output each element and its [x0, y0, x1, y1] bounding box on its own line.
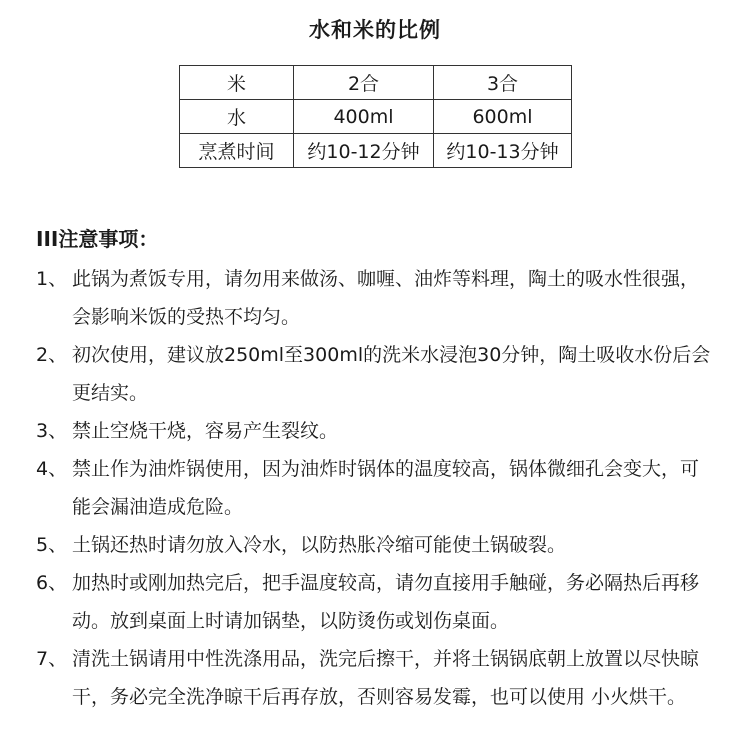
table-row: [180, 134, 572, 168]
list-item-text: 土锅还热时请勿放入冷水，以防热胀冷缩可能使土锅破裂。: [72, 534, 567, 556]
rice-water-ratio-table: [179, 65, 572, 168]
page-title: 水和米的比例: [309, 18, 441, 42]
list-item-number: 2、: [36, 344, 68, 366]
list-item-number: 3、: [36, 420, 68, 442]
list-item-text: 此锅为煮饭专用，请勿用来做汤、咖喱、油炸等料理，陶土的吸水性很强，会影响米饭的受热不均匀。: [72, 268, 700, 328]
list-item-text: 初次使用，建议放250ml至300ml的洗米水浸泡30分钟，陶土吸收水份后会更结实。: [72, 344, 711, 404]
list-item-text: 禁止作为油炸锅使用，因为油炸时锅体的温度较高，锅体微细孔会变大，可能会漏油造成危险。: [72, 458, 700, 518]
list-item-number: 4、: [36, 458, 68, 480]
table-cell: 约10-13分钟: [434, 134, 572, 168]
list-item: [36, 450, 716, 526]
table-cell: 水: [180, 100, 294, 134]
table-cell: 400ml: [294, 100, 434, 134]
table-cell: 烹煮时间: [180, 134, 294, 168]
table-cell: 2合: [294, 66, 434, 100]
list-item: [36, 526, 716, 564]
notes-heading: III注意事项：: [36, 227, 159, 251]
table-cell: 米: [180, 66, 294, 100]
list-item-number: 6、: [36, 572, 68, 594]
notes-list: [36, 260, 716, 716]
list-item: [36, 564, 716, 640]
table-cell: 约10-12分钟: [294, 134, 434, 168]
list-item-text: 清洗土锅请用中性洗涤用品，洗完后擦干，并将土锅锅底朝上放置以尽快晾干，务必完全洗净晾干后再存放，否则容易发霉，也可以使用 小火烘干。: [72, 648, 700, 708]
list-item: [36, 412, 716, 450]
list-item-number: 5、: [36, 534, 68, 556]
list-item-text: 禁止空烧干烧，容易产生裂纹。: [72, 420, 339, 442]
list-item-number: 7、: [36, 648, 68, 670]
list-item: [36, 640, 716, 716]
list-item-number: 1、: [36, 268, 68, 290]
list-item: [36, 260, 716, 336]
list-item: [36, 336, 716, 412]
table-cell: 600ml: [434, 100, 572, 134]
table-row: [180, 66, 572, 100]
table-cell: 3合: [434, 66, 572, 100]
table-row: [180, 100, 572, 134]
list-item-text: 加热时或刚加热完后，把手温度较高，请勿直接用手触碰，务必隔热后再移动。放到桌面上时请加锅垫，以防烫伤或划伤桌面。: [72, 572, 700, 632]
